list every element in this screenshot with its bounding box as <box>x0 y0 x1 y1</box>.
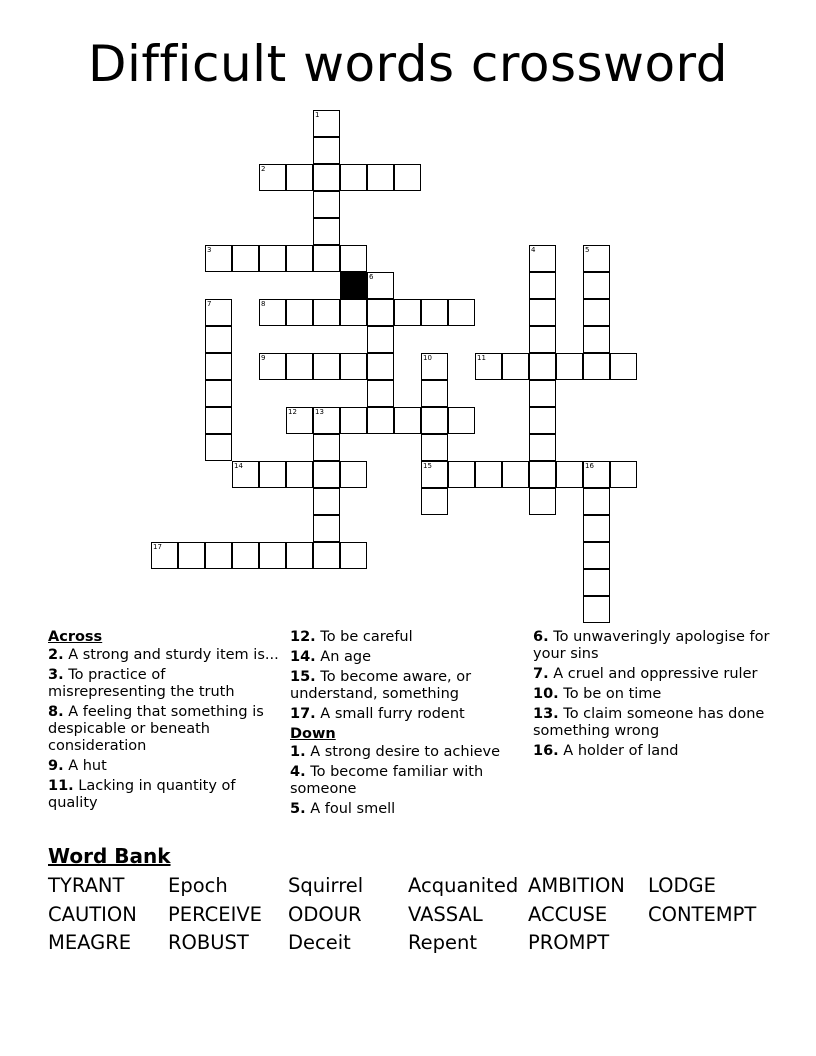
clue-number: 16 <box>585 462 594 470</box>
grid-cell[interactable] <box>313 191 340 218</box>
clue-across-15[interactable]: 15. To become aware, or understand, something <box>290 669 472 702</box>
grid-cell[interactable] <box>529 380 556 407</box>
grid-cell[interactable] <box>205 407 232 434</box>
clue-number: 12 <box>288 408 297 416</box>
grid-cell[interactable] <box>583 515 610 542</box>
grid-cell[interactable] <box>286 353 313 380</box>
clue-across-3[interactable]: 3. To practice of misrepresenting the truth <box>48 667 235 700</box>
grid-cell[interactable] <box>394 407 421 434</box>
clue-number: 11 <box>477 354 486 362</box>
clue-number: 9 <box>261 354 266 362</box>
down-heading: Down <box>290 726 336 742</box>
word-bank-item: Repent <box>408 931 478 954</box>
clue-number: 14 <box>234 462 243 470</box>
grid-cell[interactable] <box>529 434 556 461</box>
grid-cell[interactable] <box>583 353 610 380</box>
grid-cell[interactable] <box>529 488 556 515</box>
word-bank-item: PROMPT <box>528 931 610 954</box>
grid-cell[interactable] <box>529 353 556 380</box>
grid-cell[interactable] <box>367 299 394 326</box>
grid-cell[interactable] <box>205 299 232 326</box>
clue-across-8[interactable]: 8. A feeling that something is despicable or beneath consideration <box>48 704 264 754</box>
word-bank-item: ODOUR <box>288 902 362 926</box>
grid-cell[interactable] <box>286 542 313 569</box>
clue-number: 2 <box>261 165 266 173</box>
word-bank-item: TYRANT <box>48 874 125 897</box>
grid-cell[interactable] <box>367 407 394 434</box>
grid-cell[interactable] <box>421 407 448 434</box>
grid-cell[interactable] <box>367 272 394 299</box>
clue-down-1[interactable]: 1. A strong desire to achieve <box>290 744 501 760</box>
grid-cell[interactable] <box>205 434 232 461</box>
word-bank-item: CAUTION <box>48 902 137 926</box>
clue-number: 17 <box>153 543 162 551</box>
grid-cell[interactable] <box>205 353 232 380</box>
grid-cell[interactable] <box>340 164 367 191</box>
grid-cell[interactable] <box>286 461 313 488</box>
grid-cell[interactable] <box>448 299 475 326</box>
clue-number: 6 <box>369 273 374 281</box>
clues-column-2 <box>290 629 522 821</box>
clue-across-2[interactable]: 2. A strong and sturdy item is... <box>48 647 279 663</box>
grid-cell[interactable] <box>583 299 610 326</box>
grid-cell[interactable] <box>313 218 340 245</box>
grid-cell[interactable] <box>340 542 367 569</box>
word-bank-item: CONTEMPT <box>648 902 757 926</box>
clue-number: 5 <box>585 246 590 254</box>
grid-cell[interactable] <box>556 353 583 380</box>
grid-cell[interactable] <box>313 245 340 272</box>
grid-cell[interactable] <box>205 326 232 353</box>
clue-down-4[interactable]: 4. To become familiar with someone <box>290 764 484 797</box>
clue-down-7[interactable]: 7. A cruel and oppressive ruler <box>533 666 758 682</box>
grid-cell[interactable] <box>394 164 421 191</box>
grid-cell[interactable] <box>529 461 556 488</box>
clue-across-17[interactable]: 17. A small furry rodent <box>290 706 465 722</box>
grid-cell[interactable] <box>205 542 232 569</box>
grid-cell[interactable] <box>529 407 556 434</box>
clue-number: 1 <box>315 111 320 119</box>
grid-cell[interactable] <box>583 326 610 353</box>
clues-column-1 <box>48 629 280 815</box>
grid-cell[interactable] <box>367 326 394 353</box>
grid-cell[interactable] <box>583 488 610 515</box>
grid-cell[interactable] <box>286 299 313 326</box>
clue-down-16[interactable]: 16. A holder of land <box>533 743 679 759</box>
grid-cell[interactable] <box>259 542 286 569</box>
word-bank-item: AMBITION <box>528 874 625 897</box>
grid-cell[interactable] <box>151 542 178 569</box>
grid-cell[interactable] <box>556 461 583 488</box>
grid-cell[interactable] <box>259 461 286 488</box>
grid-cell[interactable] <box>313 515 340 542</box>
grid-cell[interactable] <box>313 353 340 380</box>
grid-cell[interactable] <box>529 245 556 272</box>
grid-cell[interactable] <box>232 542 259 569</box>
across-heading: Across <box>48 629 103 645</box>
clue-number: 7 <box>207 300 212 308</box>
clue-down-6[interactable]: 6. To unwaveringly apologise for your sins <box>533 629 770 662</box>
grid-cell[interactable] <box>286 164 313 191</box>
clue-number: 10 <box>423 354 432 362</box>
grid-cell[interactable] <box>421 434 448 461</box>
grid-cell[interactable] <box>259 299 286 326</box>
grid-cell[interactable] <box>340 353 367 380</box>
grid-cell[interactable] <box>421 380 448 407</box>
word-bank-item: PERCEIVE <box>168 902 263 926</box>
grid-cell[interactable] <box>583 245 610 272</box>
grid-cell[interactable] <box>421 488 448 515</box>
grid-cell[interactable] <box>475 353 502 380</box>
clue-number: 8 <box>261 300 266 308</box>
grid-cell[interactable] <box>583 542 610 569</box>
grid-cell[interactable] <box>313 542 340 569</box>
grid-cell[interactable] <box>583 569 610 596</box>
clue-across-12[interactable]: 12. To be careful <box>290 629 413 645</box>
grid-cell[interactable] <box>313 110 340 137</box>
clue-number: 13 <box>315 408 324 416</box>
grid-cell[interactable] <box>448 407 475 434</box>
clue-number: 15 <box>423 462 432 470</box>
clue-number: 4 <box>531 246 536 254</box>
grid-cell[interactable] <box>529 272 556 299</box>
grid-cell[interactable] <box>529 326 556 353</box>
clues-column-3 <box>533 629 773 763</box>
clue-down-13[interactable]: 13. To claim someone has done something wrong <box>533 706 765 739</box>
word-bank-item: VASSAL <box>408 902 483 926</box>
grid-cell[interactable] <box>205 245 232 272</box>
grid-cell[interactable] <box>340 461 367 488</box>
clue-number: 3 <box>207 246 212 254</box>
grid-cell[interactable] <box>259 245 286 272</box>
grid-cell[interactable] <box>313 164 340 191</box>
grid-cell[interactable] <box>340 245 367 272</box>
word-bank-item: ACCUSE <box>528 902 608 926</box>
grid-cell[interactable] <box>340 299 367 326</box>
grid-cell[interactable] <box>502 461 529 488</box>
word-bank-item: ROBUST <box>168 931 249 954</box>
grid-cell[interactable] <box>583 461 610 488</box>
grid-cell[interactable] <box>232 245 259 272</box>
grid-cell[interactable] <box>178 542 205 569</box>
grid-cell[interactable] <box>610 461 637 488</box>
grid-cell[interactable] <box>421 461 448 488</box>
clue-across-14[interactable]: 14. An age <box>290 649 372 665</box>
grid-cell[interactable] <box>313 434 340 461</box>
grid-cell[interactable] <box>205 380 232 407</box>
grid-cell[interactable] <box>583 596 610 623</box>
grid-cell[interactable] <box>502 353 529 380</box>
word-bank-item: Epoch <box>168 874 228 897</box>
grid-cell[interactable] <box>367 164 394 191</box>
word-bank-item: Squirrel <box>288 874 364 897</box>
grid-cell[interactable] <box>313 461 340 488</box>
grid-cell[interactable] <box>313 407 340 434</box>
grid-cell[interactable] <box>529 299 556 326</box>
grid-cell[interactable] <box>286 245 313 272</box>
word-bank-item: MEAGRE <box>48 931 132 954</box>
grid-cell[interactable] <box>475 461 502 488</box>
page-title: Difficult words crossword <box>88 35 728 93</box>
clue-across-11[interactable]: 11. Lacking in quantity of quality <box>48 778 236 811</box>
grid-cell[interactable] <box>286 407 313 434</box>
grid-cell[interactable] <box>421 299 448 326</box>
word-bank-item: Deceit <box>288 931 351 954</box>
clue-across-9[interactable]: 9. A hut <box>48 758 107 774</box>
grid-cell[interactable] <box>313 137 340 164</box>
grid-cell[interactable] <box>583 272 610 299</box>
grid-cell[interactable] <box>448 461 475 488</box>
grid-cell[interactable] <box>313 488 340 515</box>
grid-cell[interactable] <box>610 353 637 380</box>
grid-cell[interactable] <box>367 353 394 380</box>
clue-down-5[interactable]: 5. A foul smell <box>290 801 396 817</box>
word-bank-item: LODGE <box>648 874 716 897</box>
grid-cell[interactable] <box>259 164 286 191</box>
word-bank-title: Word Bank <box>48 844 171 868</box>
grid-cell[interactable] <box>340 407 367 434</box>
grid-cell[interactable] <box>367 380 394 407</box>
grid-cell[interactable] <box>313 299 340 326</box>
grid-cell[interactable] <box>421 353 448 380</box>
grid-cell[interactable] <box>232 461 259 488</box>
word-bank-item: Acquanited <box>408 874 519 897</box>
grid-cell[interactable] <box>259 353 286 380</box>
grid-cell-blocked <box>340 272 367 299</box>
grid-cell[interactable] <box>394 299 421 326</box>
clue-down-10[interactable]: 10. To be on time <box>533 686 662 702</box>
